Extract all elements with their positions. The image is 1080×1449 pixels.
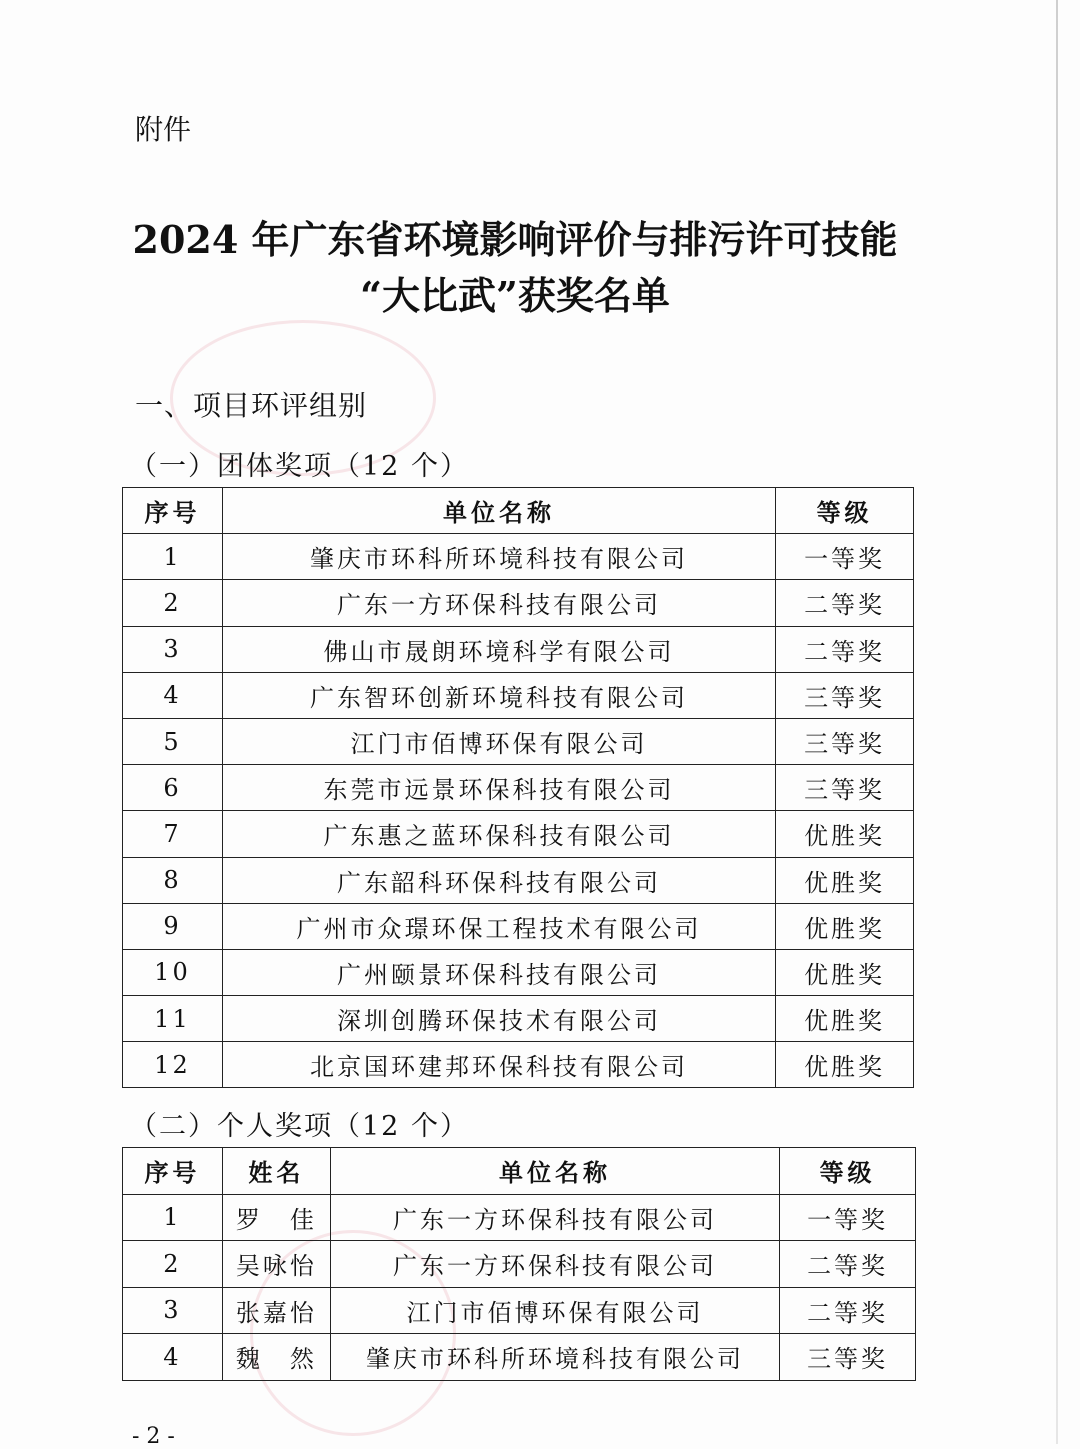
table-cell: 一等奖 (776, 534, 914, 580)
table-cell: 一等奖 (780, 1194, 916, 1241)
individual-awards-table (122, 1147, 916, 1381)
table-row (123, 857, 914, 903)
table-cell: 10 (123, 949, 223, 995)
table-cell: 二等奖 (780, 1287, 916, 1334)
group-awards-table (122, 487, 914, 1088)
title-line-2: “大比武”获奖名单 (360, 273, 670, 318)
table-cell: 2 (123, 580, 223, 626)
table-cell: 12 (123, 1042, 223, 1088)
table-cell: 9 (123, 903, 223, 949)
table-cell: 张嘉怡 (222, 1287, 330, 1334)
table-cell: 二等奖 (780, 1241, 916, 1288)
table-cell: 佛山市晟朗环境科学有限公司 (222, 626, 775, 672)
table-row (123, 1042, 914, 1088)
table-cell: 三等奖 (776, 765, 914, 811)
table-cell: 优胜奖 (776, 1042, 914, 1088)
table-cell: 1 (123, 1194, 223, 1241)
table-cell: 二等奖 (776, 626, 914, 672)
individual-awards-heading: （二）个人奖项（12 个） (130, 1111, 469, 1142)
table-cell: 吴咏怡 (222, 1241, 330, 1288)
table-cell: 广州市众璟环保工程技术有限公司 (222, 903, 775, 949)
table-row (123, 626, 914, 672)
table-cell: 魏 然 (222, 1334, 330, 1381)
table-cell: 三等奖 (776, 718, 914, 764)
header-cell: 姓名 (222, 1148, 330, 1195)
table-cell: 5 (123, 718, 223, 764)
table-cell: 广东智环创新环境科技有限公司 (222, 672, 775, 718)
table-cell: 广东韶科环保科技有限公司 (222, 857, 775, 903)
table-cell: 深圳创腾环保技术有限公司 (222, 996, 775, 1042)
table-cell: 罗 佳 (222, 1194, 330, 1241)
header-cell: 等级 (776, 488, 914, 534)
page-edge (1056, 0, 1058, 1444)
table-row (123, 534, 914, 580)
table-cell: 广东一方环保科技有限公司 (330, 1241, 779, 1288)
table-cell: 11 (123, 996, 223, 1042)
table-cell: 7 (123, 811, 223, 857)
table-row (123, 811, 914, 857)
table-row (123, 903, 914, 949)
table-cell: 1 (123, 534, 223, 580)
table-cell: 优胜奖 (776, 996, 914, 1042)
table-row (123, 996, 914, 1042)
header-cell: 序号 (123, 488, 223, 534)
table-row (123, 1194, 916, 1241)
table-row (123, 765, 914, 811)
table-row (123, 672, 914, 718)
header-cell: 序号 (123, 1148, 223, 1195)
document-title (0, 212, 1030, 324)
table-row (123, 949, 914, 995)
title-line-1: 2024 年广东省环境影响评价与排污许可技能 (132, 217, 898, 262)
header-cell: 单位名称 (330, 1148, 779, 1195)
table-cell: 3 (123, 1287, 223, 1334)
table-header-row (123, 1148, 916, 1195)
section-heading: 一、项目环评组别 (135, 389, 368, 422)
page-number: - 2 - (132, 1424, 175, 1449)
table-header-row (123, 488, 914, 534)
table-cell: 广东一方环保科技有限公司 (330, 1194, 779, 1241)
header-cell: 等级 (780, 1148, 916, 1195)
table-row (123, 1334, 916, 1381)
table-cell: 东莞市远景环保科技有限公司 (222, 765, 775, 811)
table-cell: 广东惠之蓝环保科技有限公司 (222, 811, 775, 857)
table-cell: 6 (123, 765, 223, 811)
table-row (123, 718, 914, 764)
table-cell: 8 (123, 857, 223, 903)
table-cell: 优胜奖 (776, 949, 914, 995)
table-cell: 三等奖 (780, 1334, 916, 1381)
table-cell: 2 (123, 1241, 223, 1288)
table-cell: 3 (123, 626, 223, 672)
table-cell: 优胜奖 (776, 857, 914, 903)
table-cell: 广州颐景环保科技有限公司 (222, 949, 775, 995)
attachment-label: 附件 (135, 113, 192, 146)
table-cell: 广东一方环保科技有限公司 (222, 580, 775, 626)
table-row (123, 1241, 916, 1288)
table-cell: 江门市佰博环保有限公司 (330, 1287, 779, 1334)
table-cell: 优胜奖 (776, 811, 914, 857)
table-cell: 4 (123, 1334, 223, 1381)
table-cell: 三等奖 (776, 672, 914, 718)
table-cell: 江门市佰博环保有限公司 (222, 718, 775, 764)
table-row (123, 580, 914, 626)
table-cell: 肇庆市环科所环境科技有限公司 (330, 1334, 779, 1381)
group-awards-heading: （一）团体奖项（12 个） (130, 451, 469, 482)
header-cell: 单位名称 (222, 488, 775, 534)
table-cell: 肇庆市环科所环境科技有限公司 (222, 534, 775, 580)
table-row (123, 1287, 916, 1334)
table-cell: 二等奖 (776, 580, 914, 626)
table-cell: 优胜奖 (776, 903, 914, 949)
table-cell: 北京国环建邦环保科技有限公司 (222, 1042, 775, 1088)
table-cell: 4 (123, 672, 223, 718)
